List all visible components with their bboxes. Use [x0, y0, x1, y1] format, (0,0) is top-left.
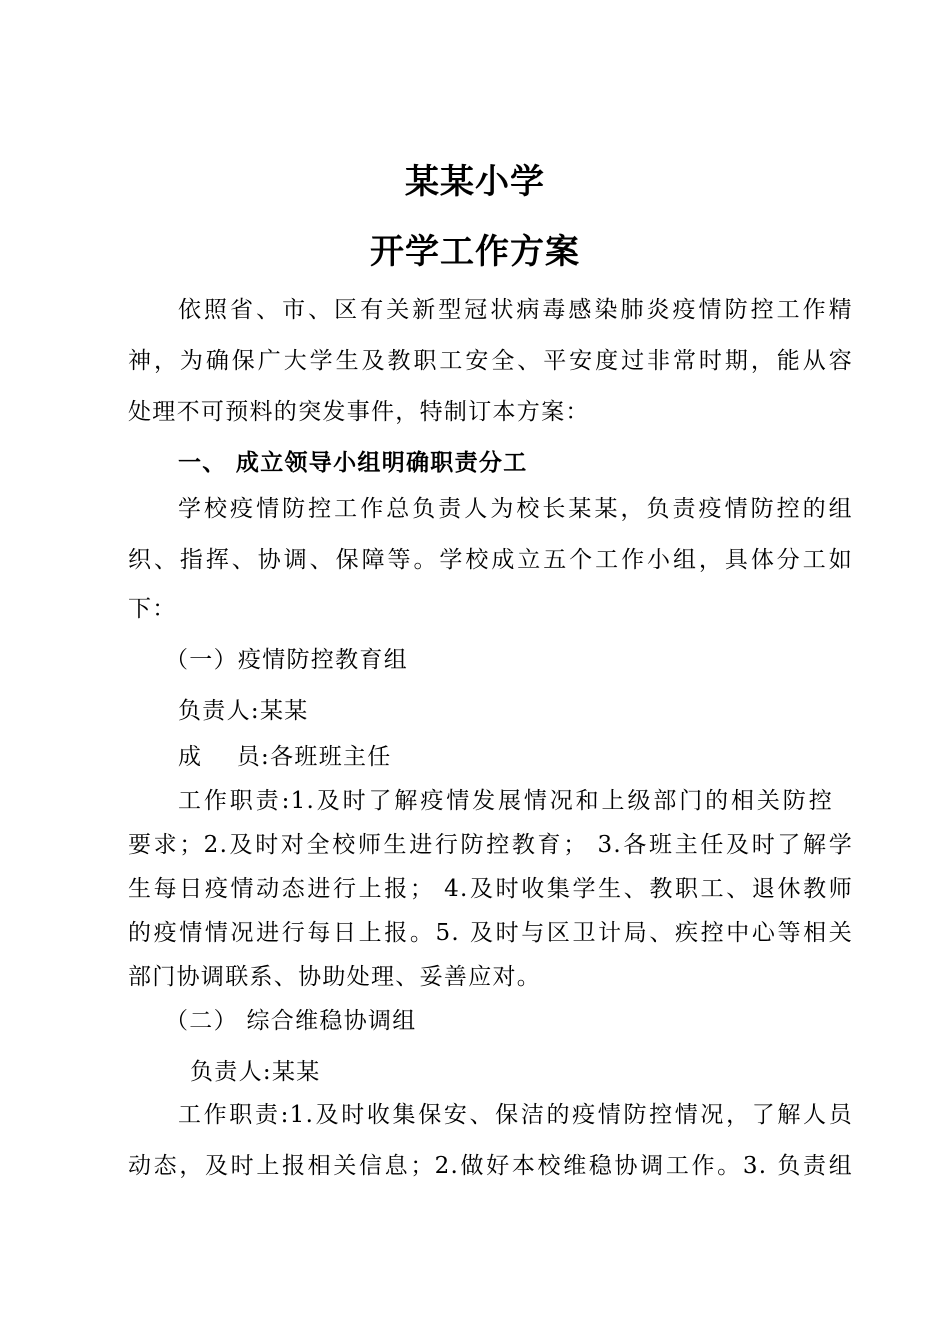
- section-paragraph-line: 织、指挥、协调、保障等。学校成立五个工作小组，具体分工如: [128, 547, 853, 573]
- subsection-heading: （二） 综合维稳协调组: [165, 1008, 417, 1034]
- subsection-heading: （一）疫情防控教育组: [165, 647, 408, 673]
- section-heading: 一、 成立领导小组明确职责分工: [178, 450, 528, 476]
- group-members: 成 员:各班班主任: [178, 744, 392, 770]
- group-duties-line: 工作职责:1.及时收集保安、保洁的疫情防控情况，了解人员: [178, 1102, 853, 1128]
- group-duties-line: 生每日疫情动态进行上报； 4.及时收集学生、教职工、退休教师: [128, 876, 853, 902]
- group-duties-line: 工作职责:1.及时了解疫情发展情况和上级部门的相关防控: [178, 788, 833, 814]
- document-title-school: 某某小学: [405, 162, 545, 202]
- group-duties-line: 的疫情情况进行每日上报。5. 及时与区卫计局、疾控中心等相关: [128, 920, 853, 946]
- intro-paragraph-line: 处理不可预料的突发事件，特制订本方案：: [128, 399, 590, 425]
- group-leader: 负责人:某某: [178, 698, 309, 724]
- group-duties-line: 要求；2.及时对全校师生进行防控教育； 3.各班主任及时了解学: [128, 832, 853, 858]
- document-title-plan: 开学工作方案: [370, 232, 580, 272]
- group-duties-line: 部门协调联系、协助处理、妥善应对。: [128, 964, 542, 990]
- section-paragraph-line: 下：: [128, 596, 177, 622]
- intro-paragraph-line: 神，为确保广大学生及教职工安全、平安度过非常时期，能从容: [128, 348, 853, 374]
- group-leader: 负责人:某某: [190, 1059, 321, 1085]
- group-duties-line: 动态，及时上报相关信息；2.做好本校维稳协调工作。3. 负责组: [128, 1153, 853, 1179]
- section-paragraph-line: 学校疫情防控工作总负责人为校长某某，负责疫情防控的组: [178, 496, 853, 522]
- intro-paragraph-line: 依照省、市、区有关新型冠状病毒感染肺炎疫情防控工作精: [178, 297, 853, 323]
